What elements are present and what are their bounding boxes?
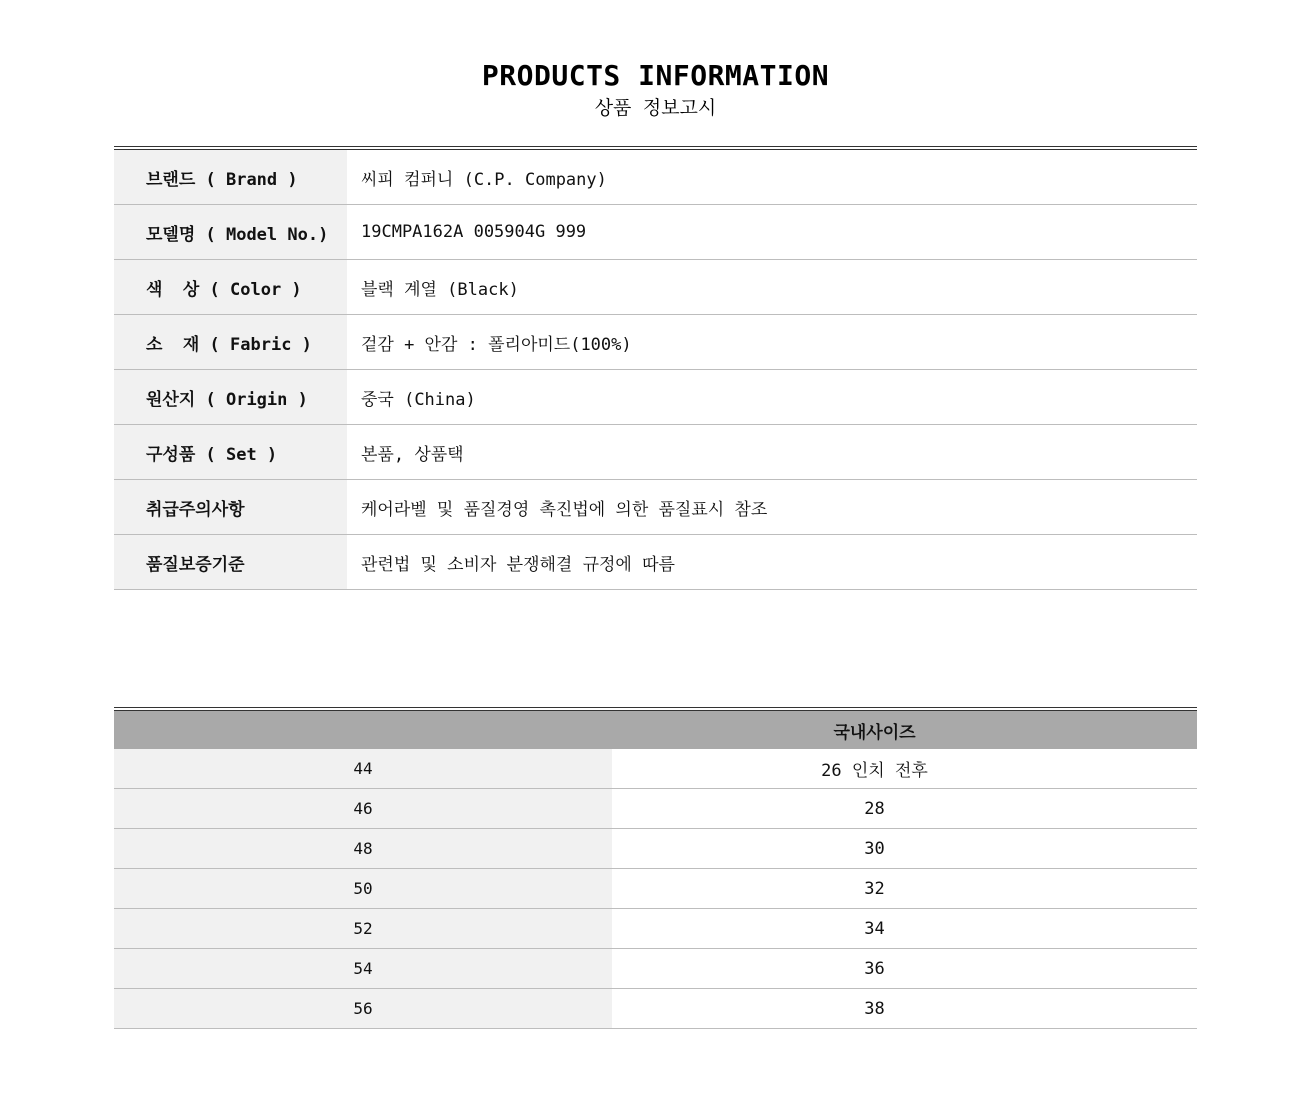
info-label: 취급주의사항 xyxy=(114,480,347,534)
size-header-domestic: 국내사이즈 xyxy=(833,722,916,743)
table-row xyxy=(114,789,1197,829)
info-value: 관련법 및 소비자 분쟁해결 규정에 따름 xyxy=(361,554,675,575)
size-cell: 44 xyxy=(114,749,612,788)
info-value: 본품, 상품택 xyxy=(361,444,464,465)
info-row-care xyxy=(114,480,1197,535)
size-cell: 52 xyxy=(114,909,612,948)
domestic-size-cell: 36 xyxy=(864,958,885,979)
table-top-rule xyxy=(114,146,1197,147)
info-value: 중국 (China) xyxy=(361,389,476,410)
table-row xyxy=(114,909,1197,949)
page-subtitle: 상품 정보고시 xyxy=(594,97,717,119)
domestic-size-cell: 28 xyxy=(864,798,885,819)
table-row xyxy=(114,989,1197,1029)
product-info-table xyxy=(114,146,1197,590)
info-label: 색 상 ( Color ) xyxy=(114,260,347,314)
size-table xyxy=(114,707,1197,1029)
table-row xyxy=(114,869,1197,909)
page-header xyxy=(0,58,1311,121)
info-label: 모델명 ( Model No.) xyxy=(114,205,347,259)
domestic-size-cell: 32 xyxy=(864,878,885,899)
info-row-model xyxy=(114,205,1197,260)
size-cell: 48 xyxy=(114,829,612,868)
info-label: 품질보증기준 xyxy=(114,535,347,589)
page-title: PRODUCTS INFORMATION xyxy=(481,59,830,92)
size-header-left xyxy=(114,711,612,749)
info-row-origin xyxy=(114,370,1197,425)
size-cell: 54 xyxy=(114,949,612,988)
size-cell: 56 xyxy=(114,989,612,1028)
info-row-brand xyxy=(114,150,1197,205)
info-value: 케어라벨 및 품질경영 촉진법에 의한 품질표시 참조 xyxy=(361,499,768,520)
size-cell: 46 xyxy=(114,789,612,828)
info-value: 블랙 계열 (Black) xyxy=(361,279,519,300)
info-value: 19CMPA162A 005904G 999 xyxy=(361,222,587,242)
info-row-set xyxy=(114,425,1197,480)
info-label: 소 재 ( Fabric ) xyxy=(114,315,347,369)
table-row xyxy=(114,949,1197,989)
domestic-size-cell: 38 xyxy=(864,998,885,1019)
info-label: 원산지 ( Origin ) xyxy=(114,370,347,424)
info-value: 겉감 + 안감 : 폴리아미드(100%) xyxy=(361,334,632,355)
info-label: 구성품 ( Set ) xyxy=(114,425,347,479)
domestic-size-cell: 26 인치 전후 xyxy=(821,761,928,781)
info-value: 씨피 컴퍼니 (C.P. Company) xyxy=(361,169,607,190)
table-row xyxy=(114,749,1197,789)
info-row-color xyxy=(114,260,1197,315)
size-cell: 50 xyxy=(114,869,612,908)
info-label: 브랜드 ( Brand ) xyxy=(114,150,347,204)
info-row-fabric xyxy=(114,315,1197,370)
table-row xyxy=(114,829,1197,869)
info-row-warranty xyxy=(114,535,1197,590)
domestic-size-cell: 34 xyxy=(864,918,885,939)
size-table-header xyxy=(114,711,1197,749)
domestic-size-cell: 30 xyxy=(864,838,885,859)
